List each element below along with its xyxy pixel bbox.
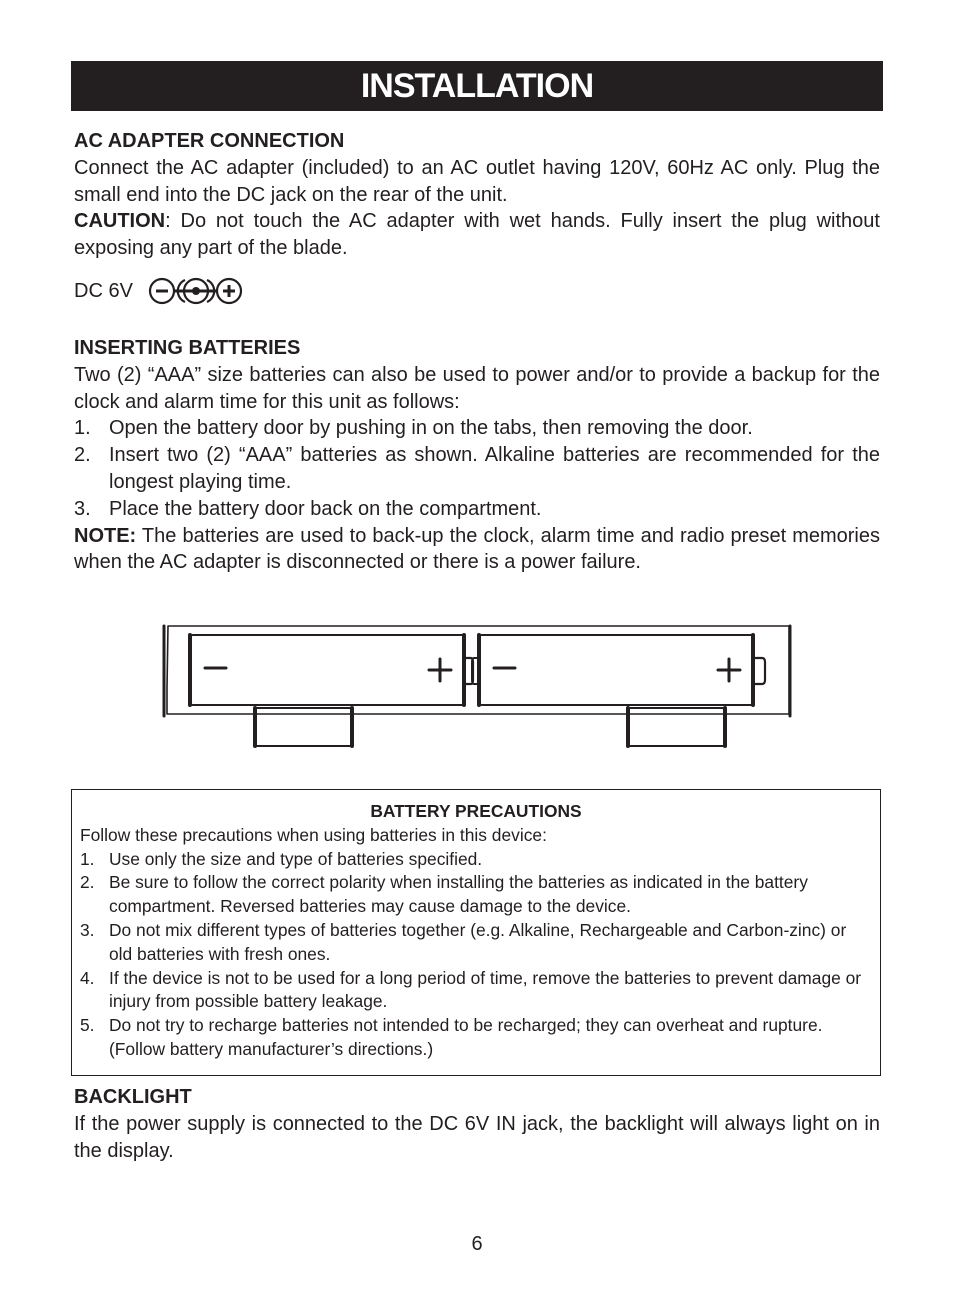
list-item: 2. Insert two (2) “AAA” batteries as shown. Alkaline batteries are recommended for the longest playing time. [74,444,880,493]
battery-compartment-diagram [160,622,796,752]
list-item: 4. If the device is not to be used for a long period of time, remove the batteries to prevent damage or injury from possible battery leakage. [80,967,862,1012]
ac-adapter-paragraph: Connect the AC adapter (included) to an AC outlet having 120V, 60Hz AC only. Plug the small end into the DC jack on the rear of the unit. [74,156,880,206]
precautions-list [80,848,872,1062]
note-label: NOTE: [74,524,137,547]
list-item: 3. Do not mix different types of batteries together (e.g. Alkaline, Rechargeable and Carbon-zinc) or old batteries with fresh ones. [80,919,847,964]
dc-polarity-row [74,276,245,306]
caution-text: : Do not touch the AC adapter with wet hands. Fully insert the plug without exposing any part of the blade. [74,210,880,260]
note-paragraph [74,523,880,577]
inserting-batteries-section [74,335,880,576]
precautions-intro: Follow these precautions when using batteries in this device: [80,824,547,845]
batteries-intro: Two (2) “AAA” size batteries can also be used to power and/or to provide a backup for the clock and alarm time for this unit as follows: [74,363,880,413]
backlight-section [74,1084,880,1164]
list-item: 1. Use only the size and type of batteries specified. [80,848,483,869]
ac-adapter-section [74,128,880,262]
polarity-symbol-icon [147,276,245,306]
page-number: 6 [471,1233,483,1255]
caution-label: CAUTION [74,210,166,233]
page-title: INSTALLATION [71,61,883,111]
note-text: The batteries are used to back-up the clock, alarm time and radio preset memories when the AC adapter is disconnected or there is a power failure. [74,524,880,574]
list-item: 3. Place the battery door back on the compartment. [74,497,542,520]
inserting-batteries-heading: INSERTING BATTERIES [74,337,301,359]
precautions-title: BATTERY PRECAUTIONS [370,801,582,821]
list-item: 1. Open the battery door by pushing in on the tabs, then removing the door. [74,417,753,440]
dc-label: DC 6V [74,279,133,302]
battery-precautions-box [71,789,881,1076]
backlight-paragraph: If the power supply is connected to the DC 6V IN jack, the backlight will always light on in the display. [74,1112,880,1162]
backlight-heading: BACKLIGHT [74,1086,192,1108]
caution-paragraph [74,208,880,262]
list-item: 2. Be sure to follow the correct polarity when installing the batteries as indicated in the battery compartment. Reversed batteries may cause damage to the device. [80,872,808,917]
list-item: 5. Do not try to recharge batteries not intended to be recharged; they can overheat and rupture. (Follow battery manufacturer’s directions.) [80,1015,823,1059]
battery-steps-list [74,415,880,522]
ac-adapter-heading: AC ADAPTER CONNECTION [74,130,345,152]
